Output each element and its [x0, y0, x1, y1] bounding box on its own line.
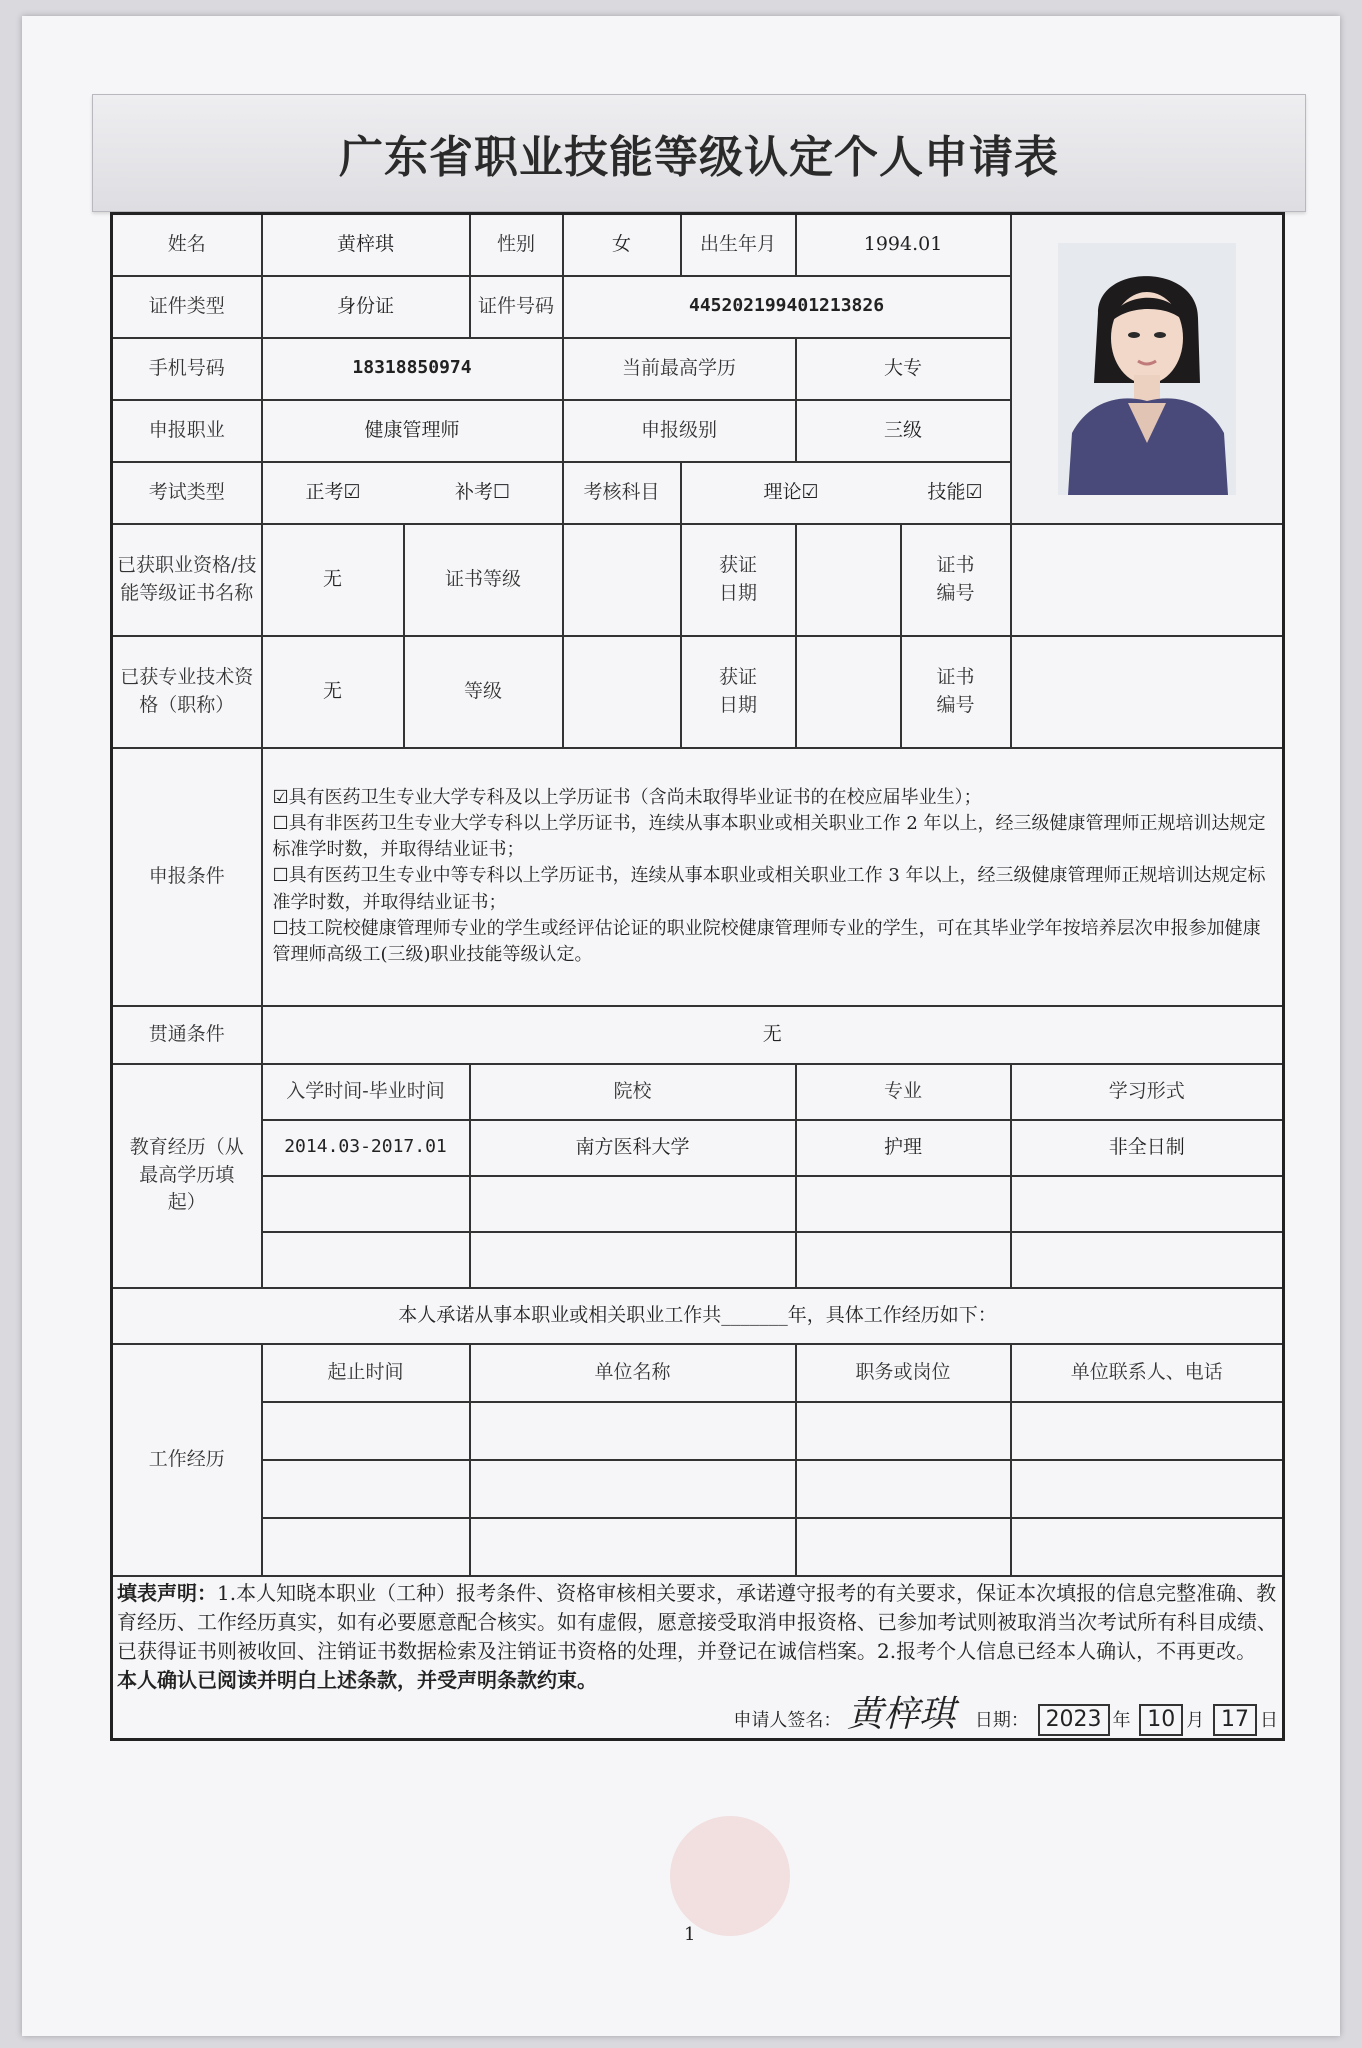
- photo-cell: [1011, 214, 1284, 524]
- label-level: 申报级别: [563, 400, 796, 462]
- label-tech-cert-no: 证书编号: [901, 636, 1011, 748]
- exam-makeup-checkbox[interactable]: 补考☐: [404, 462, 563, 524]
- exam-regular-checkbox[interactable]: 正考☑: [262, 462, 404, 524]
- application-form: [110, 212, 1285, 1741]
- work-cell: [470, 1402, 796, 1460]
- declaration-block: [112, 1576, 1284, 1740]
- label-tech-level: 等级: [404, 636, 563, 748]
- work-header: 起止时间: [262, 1344, 470, 1402]
- edu-cell: [796, 1176, 1011, 1232]
- work-cell: [1011, 1402, 1284, 1460]
- value-id-no: 445202199401213826: [563, 276, 1011, 338]
- date-label: 日期：: [974, 1709, 1029, 1731]
- condition-item[interactable]: ☐具有医药卫生专业中等专科以上学历证书，连续从事本职业或相关职业工作 3 年以上，经三级健康管理师正规培训达规定标准学时数，并取得结业证书；: [272, 865, 1266, 913]
- value-name: 黄梓琪: [262, 214, 470, 276]
- declaration-body: 1.本人知晓本职业（工种）报考条件、资格审核相关要求，承诺遵守报考的有关要求，保证本次填报的信息完整准确、教育经历、工作经历真实，如有必要愿意配合核实。如有虚假，愿意接受取消申报资格、已参加考试则被取消当次考试所有科目成绩、已获得证书则被收回、注销证书数据检索及注销证书资格的处理，并登记在诚信档案。2.报考个人信息已经本人确认，不再更改。: [117, 1580, 1277, 1663]
- label-name: 姓名: [112, 214, 262, 276]
- declaration-confirm: 本人确认已阅读并明白上述条款，并受声明条款约束。: [117, 1667, 597, 1692]
- work-cell: [796, 1402, 1011, 1460]
- edu-cell: [470, 1232, 796, 1288]
- condition-item[interactable]: ☐具有非医药卫生专业大学专科以上学历证书，连续从事本职业或相关职业工作 2 年以上，经三级健康管理师正规培训达规定标准学时数，并取得结业证书；: [272, 813, 1266, 861]
- edu-header: 院校: [470, 1064, 796, 1120]
- work-cell: [470, 1518, 796, 1576]
- value-cert-level: [563, 524, 681, 636]
- edu-cell: 护理: [796, 1120, 1011, 1176]
- title-banner: [92, 94, 1306, 212]
- declaration-heading: 填表声明：: [117, 1580, 217, 1605]
- edu-cell: 非全日制: [1011, 1120, 1284, 1176]
- label-qual-name: 已获职业资格/技能等级证书名称: [112, 524, 262, 636]
- label-exam-subjects: 考核科目: [563, 462, 681, 524]
- page-number: 1: [684, 1924, 696, 1945]
- edu-cell: [1011, 1176, 1284, 1232]
- label-birth: 出生年月: [681, 214, 796, 276]
- value-get-date: [796, 524, 901, 636]
- form-title: 广东省职业技能等级认定个人申请表: [339, 132, 1059, 183]
- edu-cell: [796, 1232, 1011, 1288]
- work-cell: [1011, 1518, 1284, 1576]
- label-tech-qual: 已获专业技术资格（职称）: [112, 636, 262, 748]
- value-id-type: 身份证: [262, 276, 470, 338]
- value-birth: 1994.01: [796, 214, 1011, 276]
- edu-cell: [1011, 1232, 1284, 1288]
- year-unit: 年: [1112, 1709, 1131, 1731]
- work-cell: [262, 1518, 470, 1576]
- label-exam-type: 考试类型: [112, 462, 262, 524]
- value-tech-qual: 无: [262, 636, 404, 748]
- value-gender: 女: [563, 214, 681, 276]
- value-tech-cert-no: [1011, 636, 1284, 748]
- label-edu-history: 教育经历（从最高学历填起）: [112, 1064, 262, 1288]
- declaration-text: [117, 1579, 1278, 1666]
- value-tech-level: [563, 636, 681, 748]
- signature: 黄梓琪: [847, 1693, 956, 1735]
- label-conditions: 申报条件: [112, 748, 262, 1006]
- edu-cell: [470, 1176, 796, 1232]
- label-get-date: 获证日期: [681, 524, 796, 636]
- value-occupation: 健康管理师: [262, 400, 563, 462]
- label-cert-no: 证书编号: [901, 524, 1011, 636]
- day-unit: 日: [1260, 1709, 1279, 1731]
- signature-row: [117, 1693, 1279, 1736]
- edu-header: 专业: [796, 1064, 1011, 1120]
- label-cert-level: 证书等级: [404, 524, 563, 636]
- edu-cell: [262, 1232, 470, 1288]
- sign-label: 申请人签名：: [733, 1709, 842, 1731]
- work-cell: [1011, 1460, 1284, 1518]
- edu-cell: [262, 1176, 470, 1232]
- edu-cell: 2014.03-2017.01: [262, 1120, 470, 1176]
- work-cell: [262, 1402, 470, 1460]
- work-cell: [470, 1460, 796, 1518]
- work-header: 单位联系人、电话: [1011, 1344, 1284, 1402]
- date-year: 2023: [1038, 1704, 1110, 1736]
- value-qual-name: 无: [262, 524, 404, 636]
- value-level: 三级: [796, 400, 1011, 462]
- label-tech-date: 获证日期: [681, 636, 796, 748]
- value-education: 大专: [796, 338, 1011, 400]
- condition-item[interactable]: ☐技工院校健康管理师专业的学生或经评估论证的职业院校健康管理师专业的学生，可在其毕业学年按培养层次申报参加健康管理师高级工(三级)职业技能等级认定。: [272, 917, 1261, 965]
- fingerprint-seal: [670, 1816, 790, 1936]
- work-cell: [796, 1518, 1011, 1576]
- subject-theory-checkbox[interactable]: 理论☑: [681, 462, 901, 524]
- date-month: 10: [1139, 1704, 1183, 1736]
- condition-item[interactable]: ☑具有医药卫生专业大学专科及以上学历证书（含尚未取得毕业证书的在校应届毕业生）；: [272, 787, 982, 809]
- work-cell: [262, 1460, 470, 1518]
- value-phone: 18318850974: [262, 338, 563, 400]
- work-header: 单位名称: [470, 1344, 796, 1402]
- portrait-image: [1058, 243, 1236, 495]
- conditions-list: [262, 748, 1284, 1006]
- label-gender: 性别: [470, 214, 563, 276]
- label-work-history: 工作经历: [112, 1344, 262, 1576]
- label-id-no: 证件号码: [470, 276, 563, 338]
- edu-header: 入学时间-毕业时间: [262, 1064, 470, 1120]
- work-commitment: 本人承诺从事本职业或相关职业工作共_______年，具体工作经历如下：: [112, 1288, 1284, 1344]
- document-page: [22, 16, 1340, 2036]
- month-unit: 月: [1186, 1709, 1205, 1731]
- label-id-type: 证件类型: [112, 276, 262, 338]
- date-day: 17: [1213, 1704, 1257, 1736]
- value-through: 无: [262, 1006, 1284, 1064]
- edu-cell: 南方医科大学: [470, 1120, 796, 1176]
- label-through: 贯通条件: [112, 1006, 262, 1064]
- label-occupation: 申报职业: [112, 400, 262, 462]
- label-phone: 手机号码: [112, 338, 262, 400]
- label-education: 当前最高学历: [563, 338, 796, 400]
- applicant-photo: [1058, 243, 1236, 495]
- work-cell: [796, 1460, 1011, 1518]
- edu-header: 学习形式: [1011, 1064, 1284, 1120]
- work-header: 职务或岗位: [796, 1344, 1011, 1402]
- subject-skill-checkbox[interactable]: 技能☑: [901, 462, 1011, 524]
- value-tech-date: [796, 636, 901, 748]
- value-cert-no: [1011, 524, 1284, 636]
